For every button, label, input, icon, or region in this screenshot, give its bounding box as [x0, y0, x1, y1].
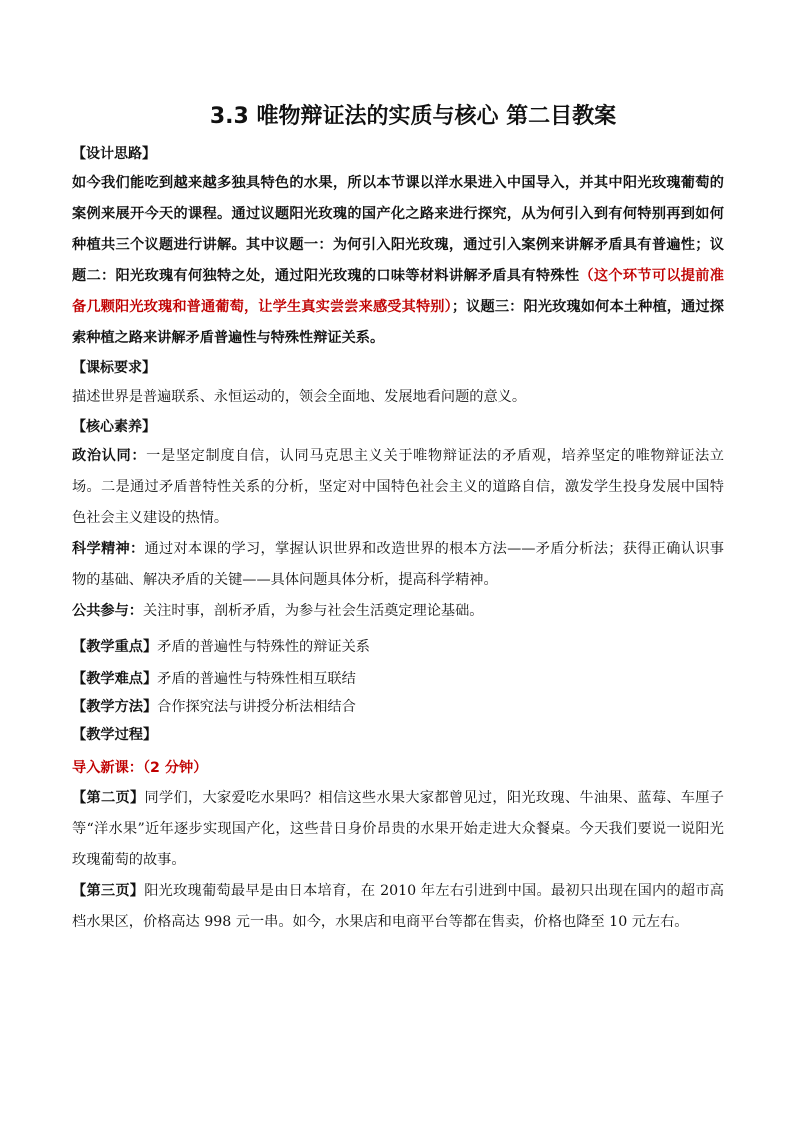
literacy-label-public: 公共参与	[72, 603, 129, 619]
literacy-text-public: 关注时事，剖析矛盾，为参与社会生活奠定理论基础。	[142, 603, 484, 619]
literacy-text-science: 通过对本课的学习，掌握认识世界和改造世界的根本方法——矛盾分析法；获得正确认识事物的基础、解决矛盾的关键——具体问题具体分析，提高科学精神。	[72, 541, 724, 588]
literacy-item-political	[72, 441, 724, 534]
intro-page3-text: 阳光玫瑰葡萄最早是由日本培育，在 2010 年左右引进到中国。最初只出现在国内的超市高档水果区，价格高达 998 元一串。如今，水果店和电商平台等都在售卖，价格也降至 10 元左右。	[72, 883, 724, 930]
intro-heading: 导入新课：（2 分钟）	[72, 760, 208, 776]
design-text-after: ；议题三：阳光玫瑰如何本土种植，通过探索种植之路来讲解矛盾普遍性与特殊性辩证关系。	[72, 299, 724, 346]
teaching-difficult-label: 【教学难点】	[72, 671, 158, 687]
literacy-sep-public: ：	[128, 603, 143, 619]
intro-page2	[72, 783, 724, 876]
document-page	[72, 100, 724, 938]
literacy-label-science: 科学精神	[72, 541, 131, 557]
teaching-key-text: 矛盾的普遍性与特殊性的辩证关系	[157, 639, 370, 655]
teaching-method-label: 【教学方法】	[72, 699, 158, 715]
teaching-difficult-text: 矛盾的普遍性与特殊性相互联结	[157, 671, 356, 687]
literacy-heading: 【核心素养】	[72, 419, 156, 435]
literacy-text-political: 一是坚定制度自信，认同马克思主义关于唯物辩证法的矛盾观，培养坚定的唯物辩证法立场。二是通过矛盾普特性关系的分析，坚定对中国特色社会主义的道路自信，激发学生投身发展中国特色社会主义建设的热情。	[72, 448, 724, 526]
literacy-sep-political: ：	[131, 448, 147, 464]
design-paragraph	[72, 168, 724, 354]
design-text-before: 如今我们能吃到越来越多独具特色的水果，所以本节课以洋水果进入中国导入，并其中阳光玫瑰葡萄的案例来展开今天的课程。通过议题阳光玫瑰的国产化之路来进行探究，从为何引入到有何特别再到如何种植共三个议题进行讲解。其中议题一：为何引入阳光玫瑰，通过引入案例来讲解矛盾具有普遍性；议题二：阳光玫瑰有何独特之处，通过阳光玫瑰的口味等材料讲解矛盾具有特殊性	[72, 175, 724, 284]
literacy-label-political: 政治认同	[72, 448, 132, 464]
standard-heading: 【课标要求】	[72, 360, 156, 376]
literacy-sep-science: ：	[130, 541, 145, 557]
literacy-item-science	[72, 534, 724, 596]
teaching-method-text: 合作探究法与讲授分析法相结合	[157, 699, 356, 715]
intro-page2-label: 【第二页】	[72, 790, 145, 806]
literacy-item-public	[72, 596, 724, 627]
teaching-process-heading	[72, 721, 724, 749]
page-title: 3.3 唯物辩证法的实质与核心 第二目教案	[209, 104, 617, 129]
standard-text: 描述世界是普遍联系、永恒运动的，领会全面地、发展地看问题的意义。	[72, 389, 527, 405]
teaching-key-label: 【教学重点】	[72, 639, 158, 655]
teaching-key-point	[72, 633, 724, 661]
intro-page3	[72, 876, 724, 938]
teaching-difficult-point	[72, 665, 724, 693]
intro-page2-text: 同学们，大家爱吃水果吗？相信这些水果大家都曾见过，阳光玫瑰、牛油果、蓝莓、车厘子等“洋水果”近年逐步实现国产化，这些昔日身价昂贵的水果开始走进大众餐桌。今天我们要说一说阳光玫瑰葡萄的故事。	[72, 790, 724, 868]
intro-page3-label: 【第三页】	[72, 883, 145, 899]
teaching-process-label: 【教学过程】	[72, 727, 158, 743]
teaching-method	[72, 693, 724, 721]
design-text-red-note: （这个环节可以提前准备几颗阳光玫瑰和普通葡萄，让学生真实尝尝来感受其特别）	[72, 268, 724, 315]
design-heading: 【设计思路】	[72, 146, 156, 162]
